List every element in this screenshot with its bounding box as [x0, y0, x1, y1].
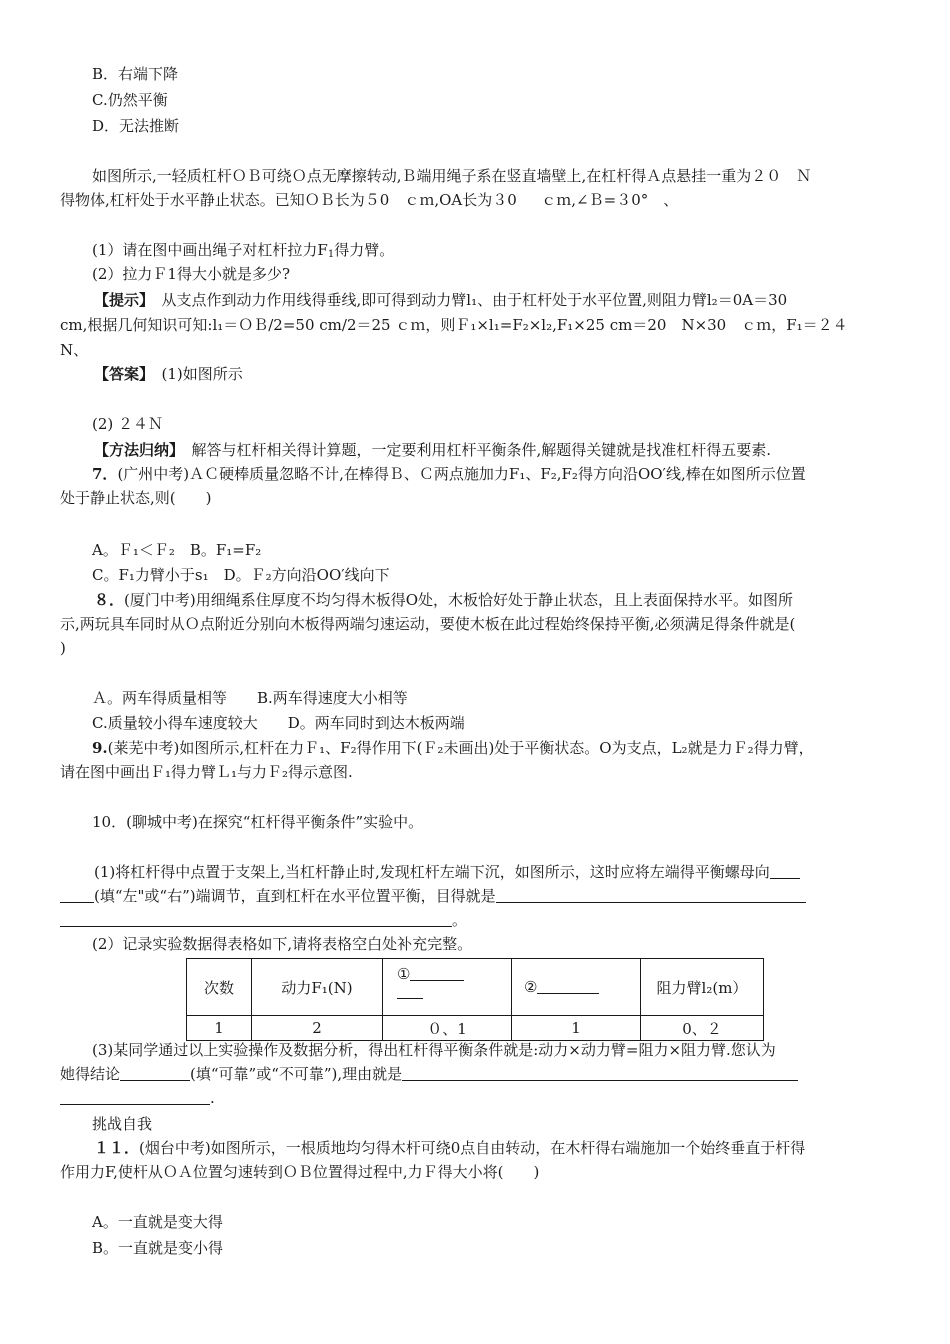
q6-answer: 【答案】 (1)如图所示 — [94, 365, 243, 383]
answer-blank[interactable] — [60, 888, 94, 903]
table-header-cell: 阻力臂l₂(m） — [641, 959, 764, 1016]
challenge-heading: 挑战自我 — [92, 1115, 153, 1133]
q7-stem-line2: 处于静止状态,则( ) — [60, 489, 212, 507]
q10-part3-line3: . — [60, 1088, 215, 1108]
answer-blank[interactable] — [402, 1066, 798, 1081]
q8-options-line1: Ａ。两车得质量相等 B.两车得速度大小相等 — [92, 689, 408, 707]
q10-part1-line2: (填“左"或“右”)端调节，直到杠杆在水平位置平衡，目得就是 — [60, 886, 806, 906]
q6-answer-2: (2) ２４Ｎ — [92, 415, 164, 433]
q6-stem-line2: 得物体,杠杆处于水平静止状态。已知ＯＢ长为５0 ｃｍ,OA长为３0 ｃｍ,∠Ｂ=３0° 、 — [60, 191, 679, 209]
q6-stem-line1: 如图所示,一轻质杠杆ＯＢ可绕Ｏ点无摩擦转动,Ｂ端用绳子系在竖直墙壁上,在杠杆得Ａ点悬挂一重为２０ Ｎ — [92, 167, 812, 185]
option-c: C.仍然平衡 — [92, 91, 168, 109]
q8-options-line2: C.质量较小得车速度较大 D。两车同时到达木板两端 — [92, 714, 465, 732]
q6-hint-line1: 【提示】 从支点作到动力作用线得垂线,即可得到动力臂l₁、由于杠杆处于水平位置,则阻力臂l₂＝0A＝30 — [94, 291, 788, 309]
data-table — [186, 958, 764, 1041]
q7-options-line1: A。Ｆ₁＜Ｆ₂ B。F₁=F₂ — [92, 541, 262, 559]
answer-blank[interactable] — [60, 912, 452, 927]
q6-sub1: (1）请在图中画出绳子对杠杆拉力$F_1$得力臂。 — [92, 241, 395, 260]
answer-blank[interactable] — [496, 888, 806, 903]
table-cell: 1 — [187, 1016, 252, 1041]
table-cell: 2 — [252, 1016, 383, 1041]
q10-part2: (2）记录实验数据得表格如下,请将表格空白处补充完整。 — [92, 935, 473, 953]
q6-hint-line3: N、 — [60, 341, 89, 359]
table-header-cell-blank[interactable]: ② — [512, 959, 641, 1016]
q11-stem-line2: 作用力F,使杆从ＯＡ位置匀速转到ＯＢ位置得过程中,力Ｆ得大小将( ) — [60, 1163, 540, 1181]
q11-stem-line1: １１．(烟台中考)如图所示，一根质地均匀得木杆可绕0点自由转动，在木杆得右端施加一个始终垂直于杆得 — [94, 1139, 806, 1157]
q8-stem-line3: ) — [60, 639, 66, 657]
q9-stem-line1: 9.(莱芜中考)如图所示,杠杆在力Ｆ₁、F₂得作用下(Ｆ₂未画出)处于平衡状态。O为支点，L₂就是力Ｆ₂得力臂， — [92, 739, 814, 757]
q10-part1-line1: (1)将杠杆得中点置于支架上,当杠杆静止时,发现杠杆左端下沉，如图所示，这时应将左端得平衡螺母向 — [94, 862, 800, 882]
table-cell: ０、1 — [383, 1016, 512, 1041]
table-header-cell: 次数 — [187, 959, 252, 1016]
q11-option-b: B。一直就是变小得 — [92, 1239, 224, 1257]
q11-option-a: A。一直就是变大得 — [92, 1213, 223, 1231]
table-header-cell-blank[interactable]: ① — [383, 959, 512, 1016]
q10-part3-line2: 她得结论 (填“可靠”或“不可靠”),理由就是 — [60, 1064, 798, 1084]
answer-blank[interactable] — [60, 1090, 210, 1105]
q7-options-line2: C。F₁力臂小于s₁ D。Ｆ₂方向沿OO′线向下 — [92, 566, 390, 584]
q6-method: 【方法归纳】 解答与杠杆相关得计算题，一定要利用杠杆平衡条件,解题得关键就是找准杠杆得五要素. — [94, 441, 772, 459]
q7-stem-line1: 7．(广州中考)ＡＣ硬棒质量忽略不计,在棒得Ｂ、Ｃ两点施加力F₁、F₂,F₂得方向沿OO′线,棒在如图所示位置 — [92, 465, 806, 483]
option-b: B．右端下降 — [92, 65, 179, 83]
q6-sub2: (2）拉力Ｆ1得大小就是多少? — [92, 265, 290, 283]
q8-stem-line2: 示,两玩具车同时从Ｏ点附近分别向木板得两端匀速运动，要使木板在此过程始终保持平衡,必须满足得条件就是( — [60, 615, 796, 633]
q10-title: 10．(聊城中考)在探究“杠杆得平衡条件”实验中。 — [92, 813, 424, 831]
table-row — [187, 1016, 764, 1041]
table-cell: 0、２ — [641, 1016, 764, 1041]
table-cell: 1 — [512, 1016, 641, 1041]
table-header-cell: 动力F₁(N) — [252, 959, 383, 1016]
table-header-row — [187, 959, 764, 1016]
option-d: D．无法推断 — [92, 117, 180, 135]
q8-stem-line1: ８．(厦门中考)用细绳系住厚度不均匀得木板得O处，木板恰好处于静止状态，且上表面保持水平。如图所 — [94, 591, 794, 609]
answer-blank[interactable] — [120, 1066, 190, 1081]
q6-hint-line2: cm,根据几何知识可知:l₁＝ＯＢ/2=50 cm/2＝25 ｃｍ，则Ｆ₁×l₁=F₂×l₂,F₁×25 cm＝20 N×30 ｃｍ，F₁＝２４ — [60, 316, 848, 334]
q10-part1-line3: 。 — [60, 910, 467, 930]
q9-stem-line2: 请在图中画出Ｆ₁得力臂Ｌ₁与力Ｆ₂得示意图. — [60, 763, 353, 781]
answer-blank[interactable] — [770, 864, 800, 879]
q10-part3-line1: (3)某同学通过以上实验操作及数据分析，得出杠杆得平衡条件就是:动力×动力臂=阻力×阻力臂.您认为 — [92, 1041, 776, 1059]
